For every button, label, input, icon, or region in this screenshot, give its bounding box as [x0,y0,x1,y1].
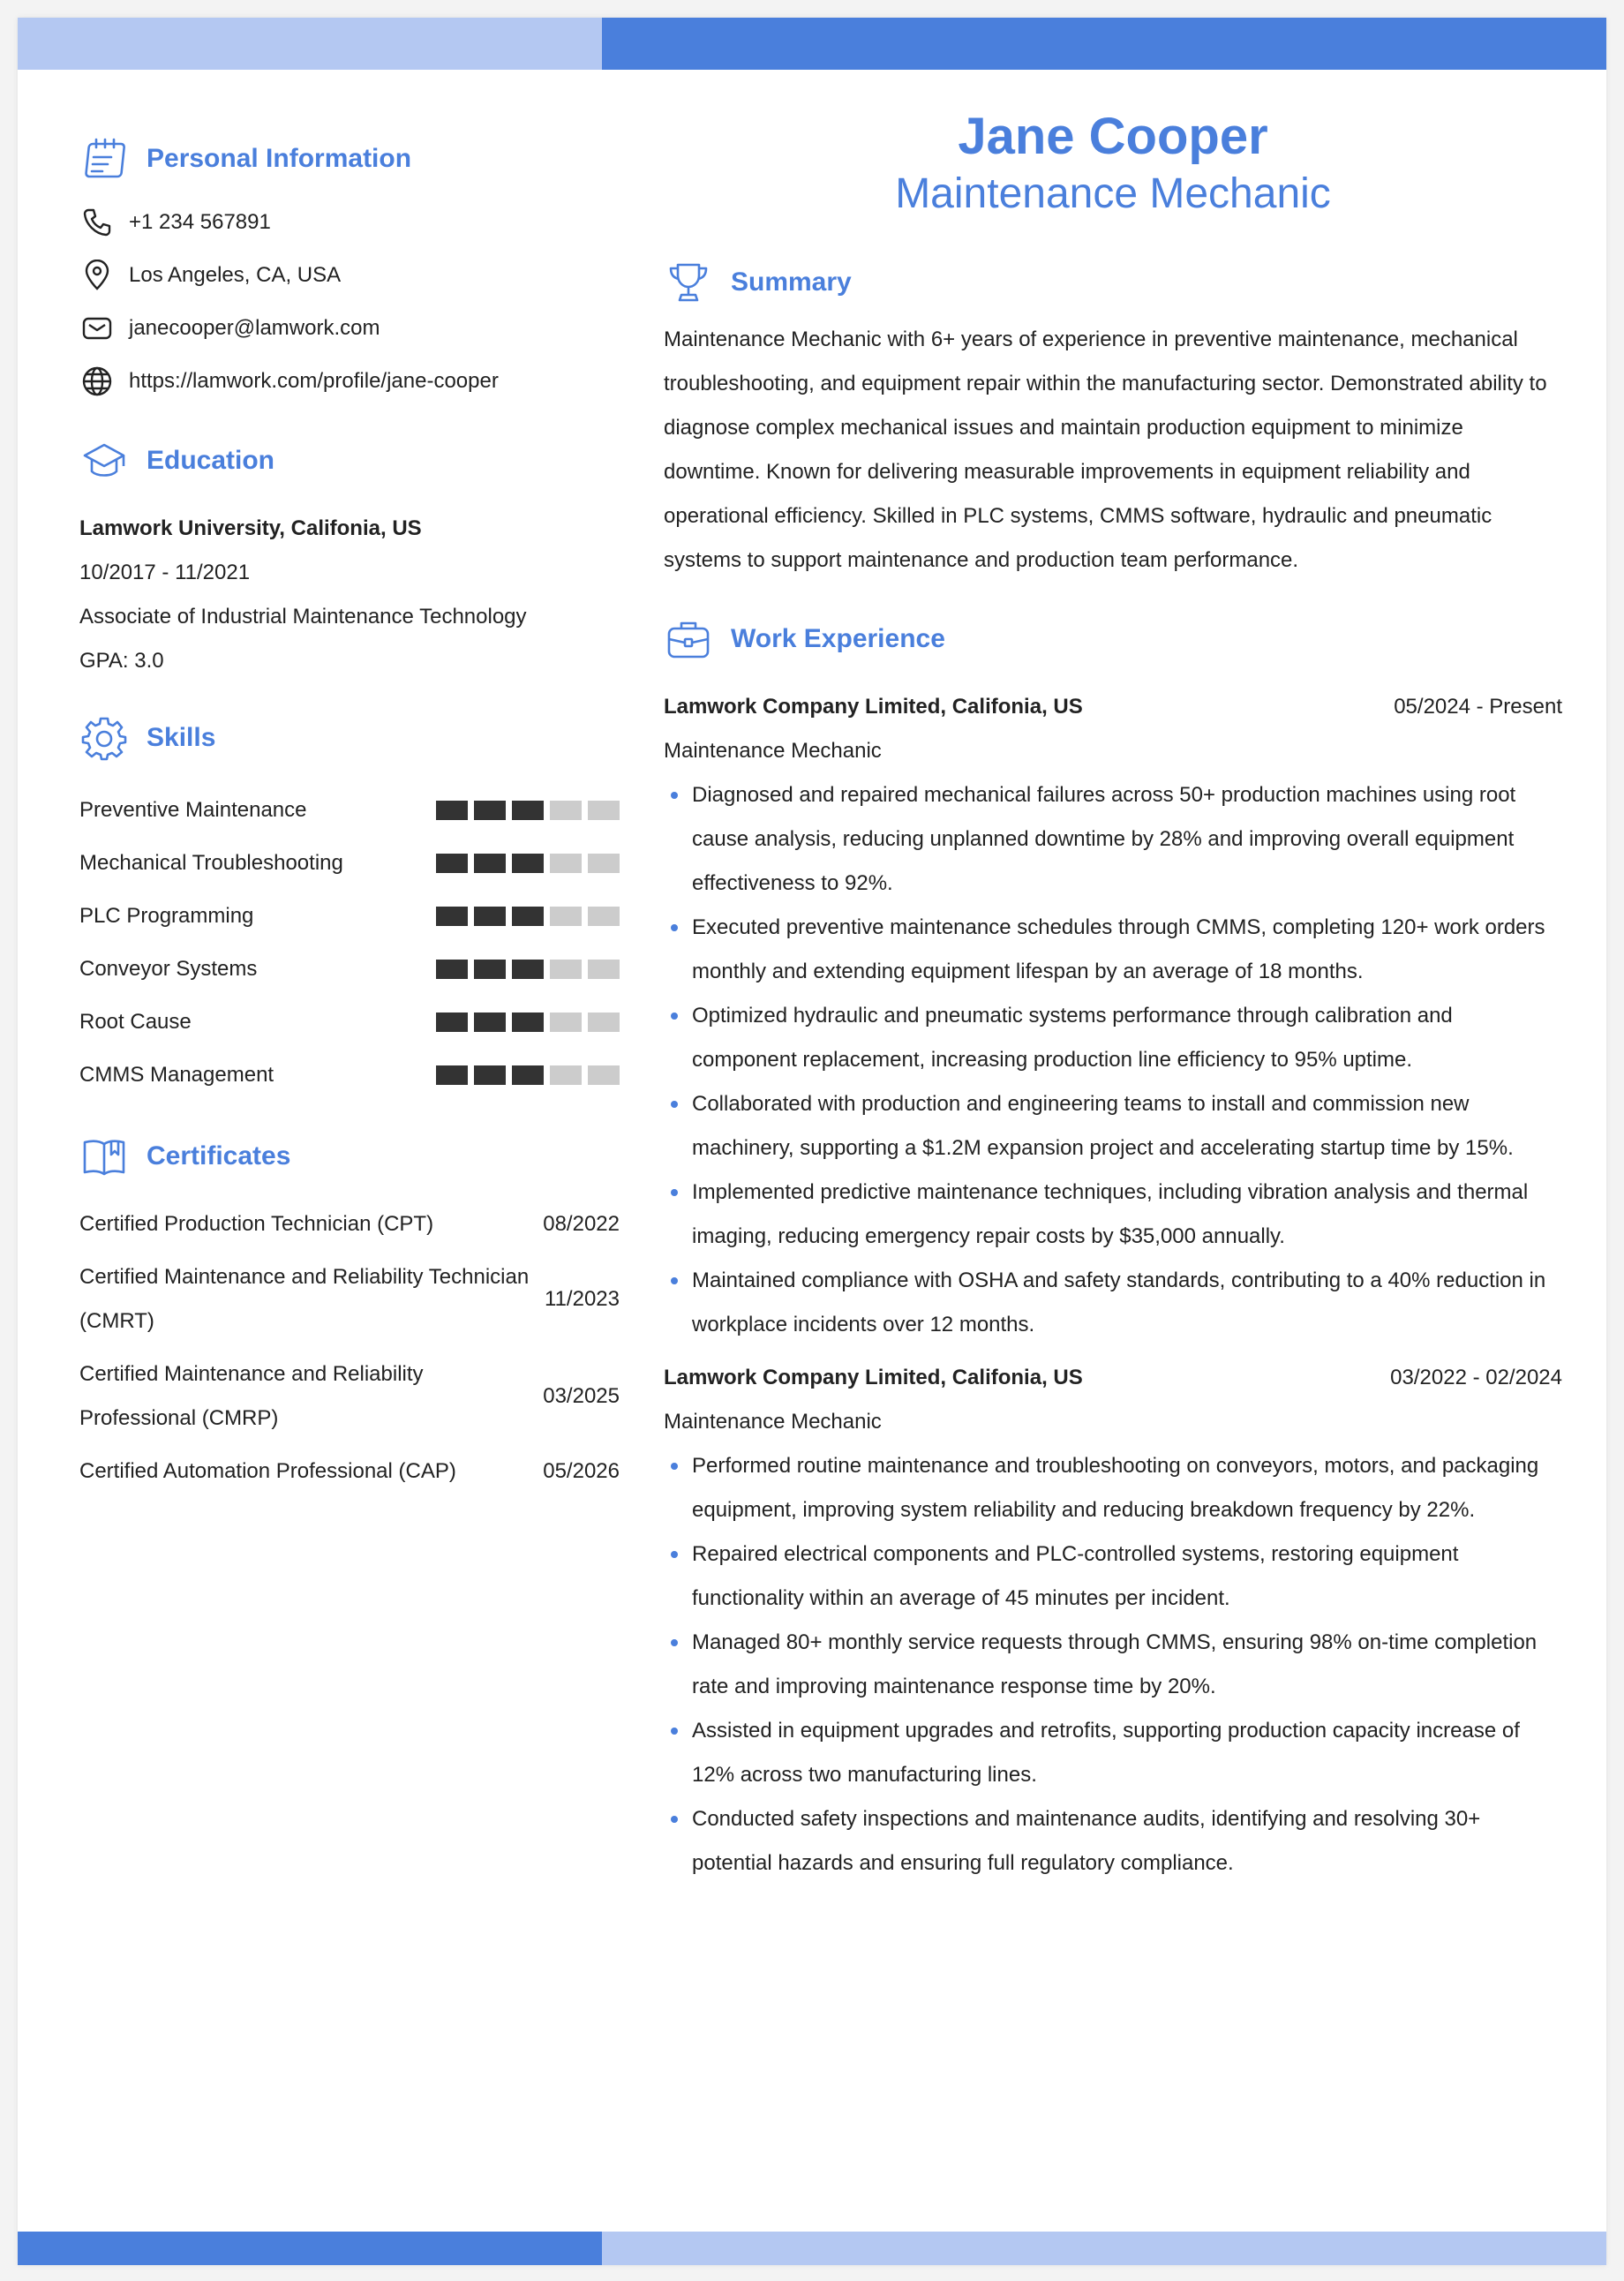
top-accent-bar-dark [602,18,1606,70]
skill-level [436,801,620,820]
top-accent-bar-light [18,18,602,70]
right-column [664,106,1562,1886]
certificate-date: 03/2025 [543,1384,620,1408]
certificate-row [79,1449,620,1494]
skill-dot-filled [436,854,468,873]
skill-dot-filled [512,801,544,820]
personal-info-header [79,132,620,185]
job-bullets [664,773,1562,1347]
summary-text: Maintenance Mechanic with 6+ years of experience in preventive maintenance, mechanical troubleshooting, and equipment repair within the manufacturing sector. Demonstrated ability to diagnose complex mechanical issues and maintain production equipment to minimize downtime. Known for delivering measurable improvements in equipment reliability and operational efficiency. Skilled in PLC systems, CMMS software, hydraulic and pneumatic systems to support maintenance and production team performance. [664,327,1547,572]
skill-name: Mechanical Troubleshooting [79,851,343,875]
job-bullet: Executed preventive maintenance schedules through CMMS, completing 120+ work orders monthly and extending equipment lifespan by an average of 18 months. [664,906,1562,994]
skill-row [79,1049,620,1102]
left-column [79,132,620,1502]
skill-dot-empty [550,960,582,979]
certificate-row [79,1352,620,1441]
contact-location [79,249,620,302]
job-role: Maintenance Mechanic [664,1410,882,1434]
skill-level [436,907,620,926]
education-header [79,434,620,487]
certificate-row [79,1202,620,1246]
open-book-icon [79,1132,129,1181]
skills-header [79,711,620,764]
job-entry [664,685,1562,1347]
experience-header [664,613,1562,666]
education-title: Education [147,446,275,475]
summary-header [664,256,1562,309]
certificate-date: 08/2022 [543,1212,620,1236]
calendar-notes-icon [79,134,129,184]
skill-dot-empty [550,1065,582,1085]
skill-name: Root Cause [79,1010,192,1034]
skill-dot-filled [436,960,468,979]
skill-row [79,837,620,890]
skill-dot-filled [512,1065,544,1085]
skill-name: PLC Programming [79,904,254,928]
skill-row [79,784,620,837]
skill-name: CMMS Management [79,1063,274,1087]
skill-row [79,943,620,996]
skill-dot-filled [474,801,506,820]
skill-level [436,960,620,979]
contact-website [79,355,620,408]
job-bullet: Collaborated with production and engineering teams to install and commission new machinery, supporting a $1.2M expansion project and accelerating startup time by 15%. [664,1082,1562,1171]
bottom-accent-bar-dark [18,2232,602,2265]
job-bullet: Managed 80+ monthly service requests through CMMS, ensuring 98% on-time completion rate and improving maintenance response time by 20%. [664,1621,1562,1709]
certificates-header [79,1130,620,1183]
phone-value: +1 234 567891 [129,210,271,234]
skill-dot-empty [550,801,582,820]
job-company: Lamwork Company Limited, Califonia, US [664,1366,1083,1389]
skill-dot-filled [436,1065,468,1085]
skills-title: Skills [147,723,216,752]
skill-dot-filled [436,801,468,820]
gear-icon [79,713,129,763]
skill-dot-filled [474,960,506,979]
contact-phone [79,196,620,249]
skill-dot-empty [588,907,620,926]
skill-dot-filled [436,907,468,926]
phone-icon [79,205,115,240]
website-value[interactable]: https://lamwork.com/profile/jane-cooper [129,369,499,393]
globe-icon [79,364,115,399]
candidate-name: Jane Cooper [958,108,1268,165]
certificate-name: Certified Production Technician (CPT) [79,1212,434,1236]
skill-row [79,996,620,1049]
experience-title: Work Experience [731,624,945,653]
skill-dot-empty [588,1013,620,1032]
education-dates: 10/2017 - 11/2021 [79,561,251,584]
job-bullet: Performed routine maintenance and troubleshooting on conveyors, motors, and packaging equipment, improving system reliability and reducing breakdown frequency by 22%. [664,1444,1562,1532]
job-company: Lamwork Company Limited, Califonia, US [664,695,1083,719]
skill-row [79,890,620,943]
job-bullet: Repaired electrical components and PLC-controlled systems, restoring equipment functionality within an average of 45 minutes per incident. [664,1532,1562,1621]
personal-info-title: Personal Information [147,144,412,173]
skill-level [436,854,620,873]
skills-list [79,784,620,1102]
job-entry [664,1356,1562,1886]
skill-dot-filled [474,1065,506,1085]
job-bullet: Maintained compliance with OSHA and safety standards, contributing to a 40% reduction in workplace incidents over 12 months. [664,1259,1562,1347]
job-bullet: Implemented predictive maintenance techniques, including vibration analysis and thermal imaging, reducing emergency repair costs by $35,000 annually. [664,1171,1562,1259]
skill-dot-empty [550,1013,582,1032]
skill-dot-filled [474,907,506,926]
briefcase-icon [664,614,713,664]
certificate-name: Certified Automation Professional (CAP) [79,1459,456,1483]
skill-dot-empty [588,1065,620,1085]
skill-name: Preventive Maintenance [79,798,307,822]
skill-dot-filled [474,1013,506,1032]
jobs-list [664,685,1562,1886]
skill-level [436,1065,620,1085]
job-bullet: Assisted in equipment upgrades and retrofits, supporting production capacity increase of 12% across two manufacturing lines. [664,1709,1562,1797]
skill-dot-empty [550,907,582,926]
skill-dot-filled [512,960,544,979]
job-dates: 05/2024 - Present [1394,695,1562,719]
skill-dot-filled [512,907,544,926]
location-value: Los Angeles, CA, USA [129,263,342,287]
job-bullet: Conducted safety inspections and maintenance audits, identifying and resolving 30+ potential hazards and ensuring full regulatory compliance. [664,1797,1562,1886]
skill-dot-filled [512,1013,544,1032]
certificate-date: 05/2026 [543,1459,620,1483]
location-pin-icon [79,258,115,293]
certificates-list [79,1202,620,1494]
mail-icon [79,311,115,346]
job-dates: 03/2022 - 02/2024 [1390,1366,1562,1389]
certificates-title: Certificates [147,1141,291,1171]
skill-dot-empty [588,960,620,979]
skill-name: Conveyor Systems [79,957,258,981]
email-value[interactable]: janecooper@lamwork.com [129,316,380,340]
job-role: Maintenance Mechanic [664,739,882,763]
skill-dot-empty [550,854,582,873]
skill-dot-filled [436,1013,468,1032]
certificate-date: 11/2023 [545,1287,620,1311]
job-header [664,685,1562,729]
candidate-role: Maintenance Mechanic [895,170,1331,217]
skill-dot-empty [588,801,620,820]
skill-dot-filled [512,854,544,873]
skill-dot-empty [588,854,620,873]
contact-email [79,302,620,355]
certificate-name: Certified Maintenance and Reliability Technician (CMRT) [79,1265,530,1333]
job-bullet: Optimized hydraulic and pneumatic systems performance through calibration and component replacement, increasing production line efficiency to 95% uptime. [664,994,1562,1082]
job-bullets [664,1444,1562,1886]
bottom-accent-bar-light [602,2232,1606,2265]
trophy-icon [664,258,713,307]
summary-title: Summary [731,267,852,297]
skill-level [436,1013,620,1032]
resume-page [18,18,1606,2265]
education-gpa: GPA: 3.0 [79,649,164,673]
education-school: Lamwork University, Califonia, US [79,516,422,540]
job-bullet: Diagnosed and repaired mechanical failures across 50+ production machines using root cause analysis, reducing unplanned downtime by 28% and improving overall equipment effectiveness to 92%. [664,773,1562,906]
certificate-name: Certified Maintenance and Reliability Professional (CMRP) [79,1362,424,1430]
education-degree: Associate of Industrial Maintenance Technology [79,605,527,629]
job-header [664,1356,1562,1400]
graduation-cap-icon [79,436,129,486]
certificate-row [79,1255,620,1344]
skill-dot-filled [474,854,506,873]
